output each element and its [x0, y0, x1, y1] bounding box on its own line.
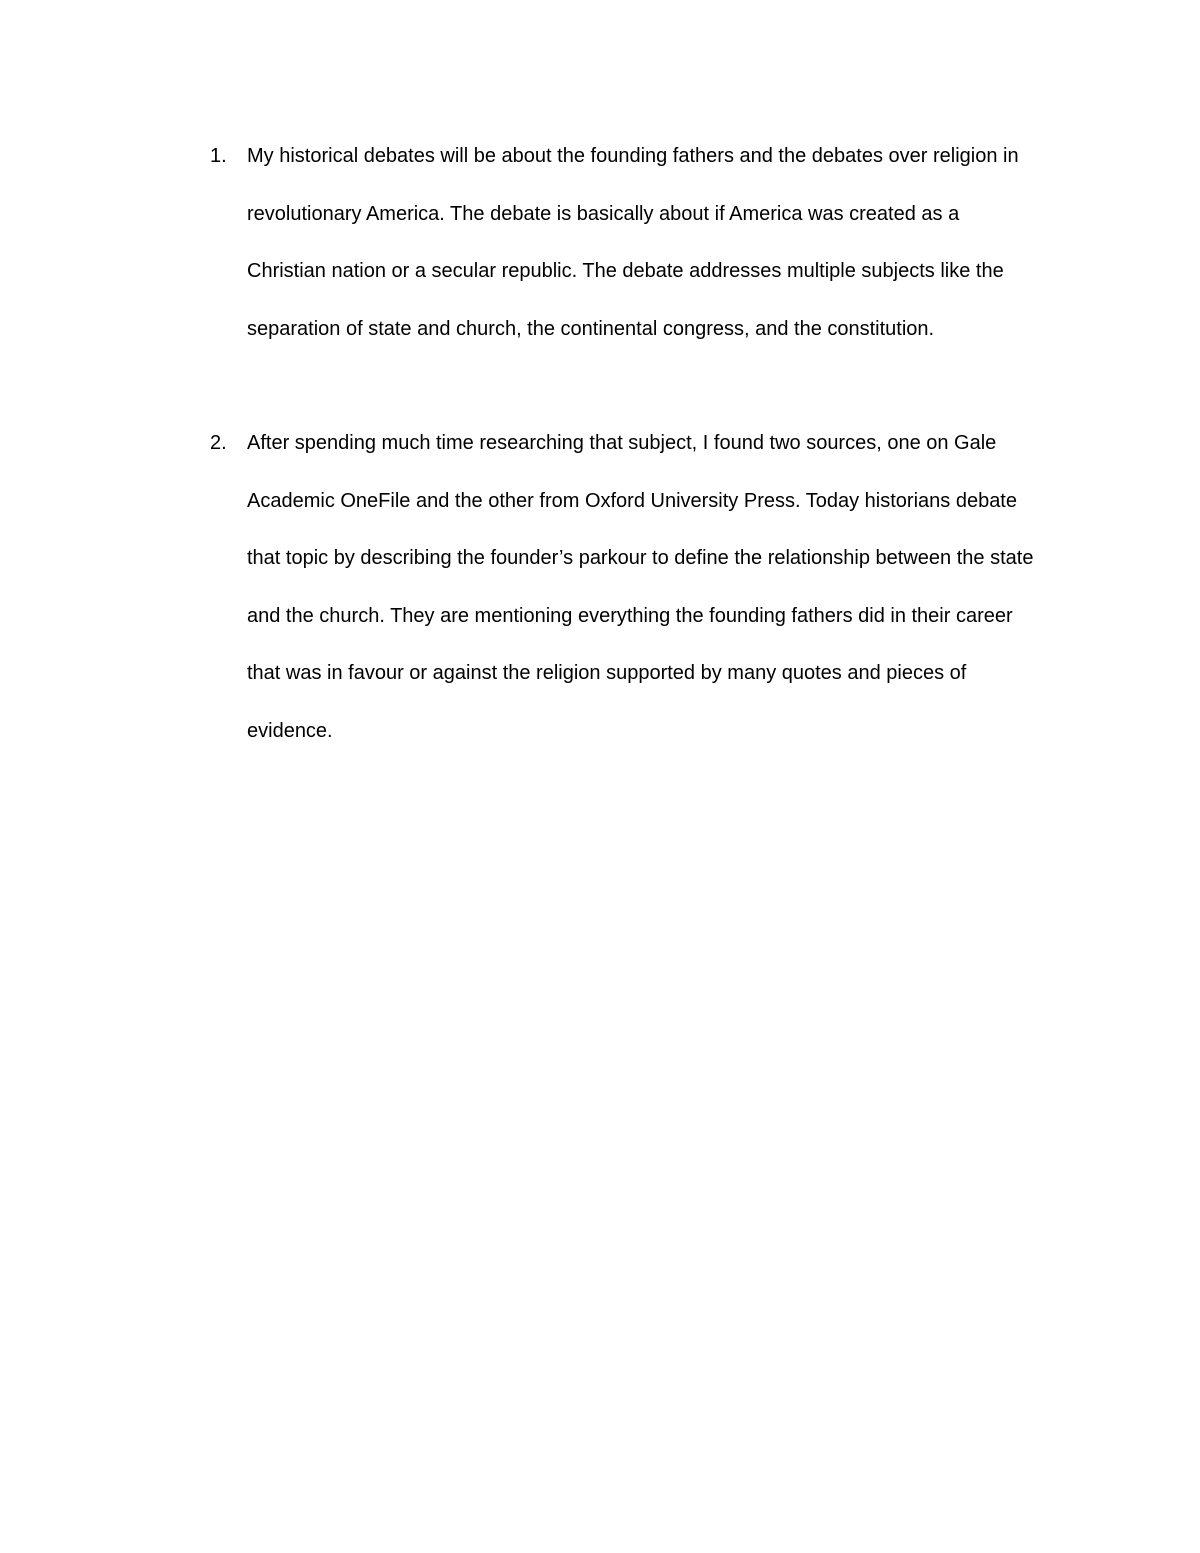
- list-item-number: 1.: [210, 145, 227, 167]
- list-item-text: My historical debates will be about the founding fathers and the debates over religion in revolutionary America. The debate is basically about if America was created as a Christian nation or a secular republic. The debate addresses multiple subjects like the separation of state and church, the continental congress, and the constitution.: [247, 145, 1019, 340]
- list-item: [210, 128, 1040, 358]
- list-item: [210, 415, 1040, 760]
- numbered-list: [210, 128, 1040, 817]
- list-item-text: After spending much time researching that subject, I found two sources, one on Gale Academic OneFile and the other from Oxford University Press. Today historians debate that topic by describing the founder’s parkour to define the relationship between the state and the church. They are mentioning everything the founding fathers did in their career that was in favour or against the religion supported by many quotes and pieces of evidence.: [247, 432, 1034, 742]
- list-item-number: 2.: [210, 432, 227, 454]
